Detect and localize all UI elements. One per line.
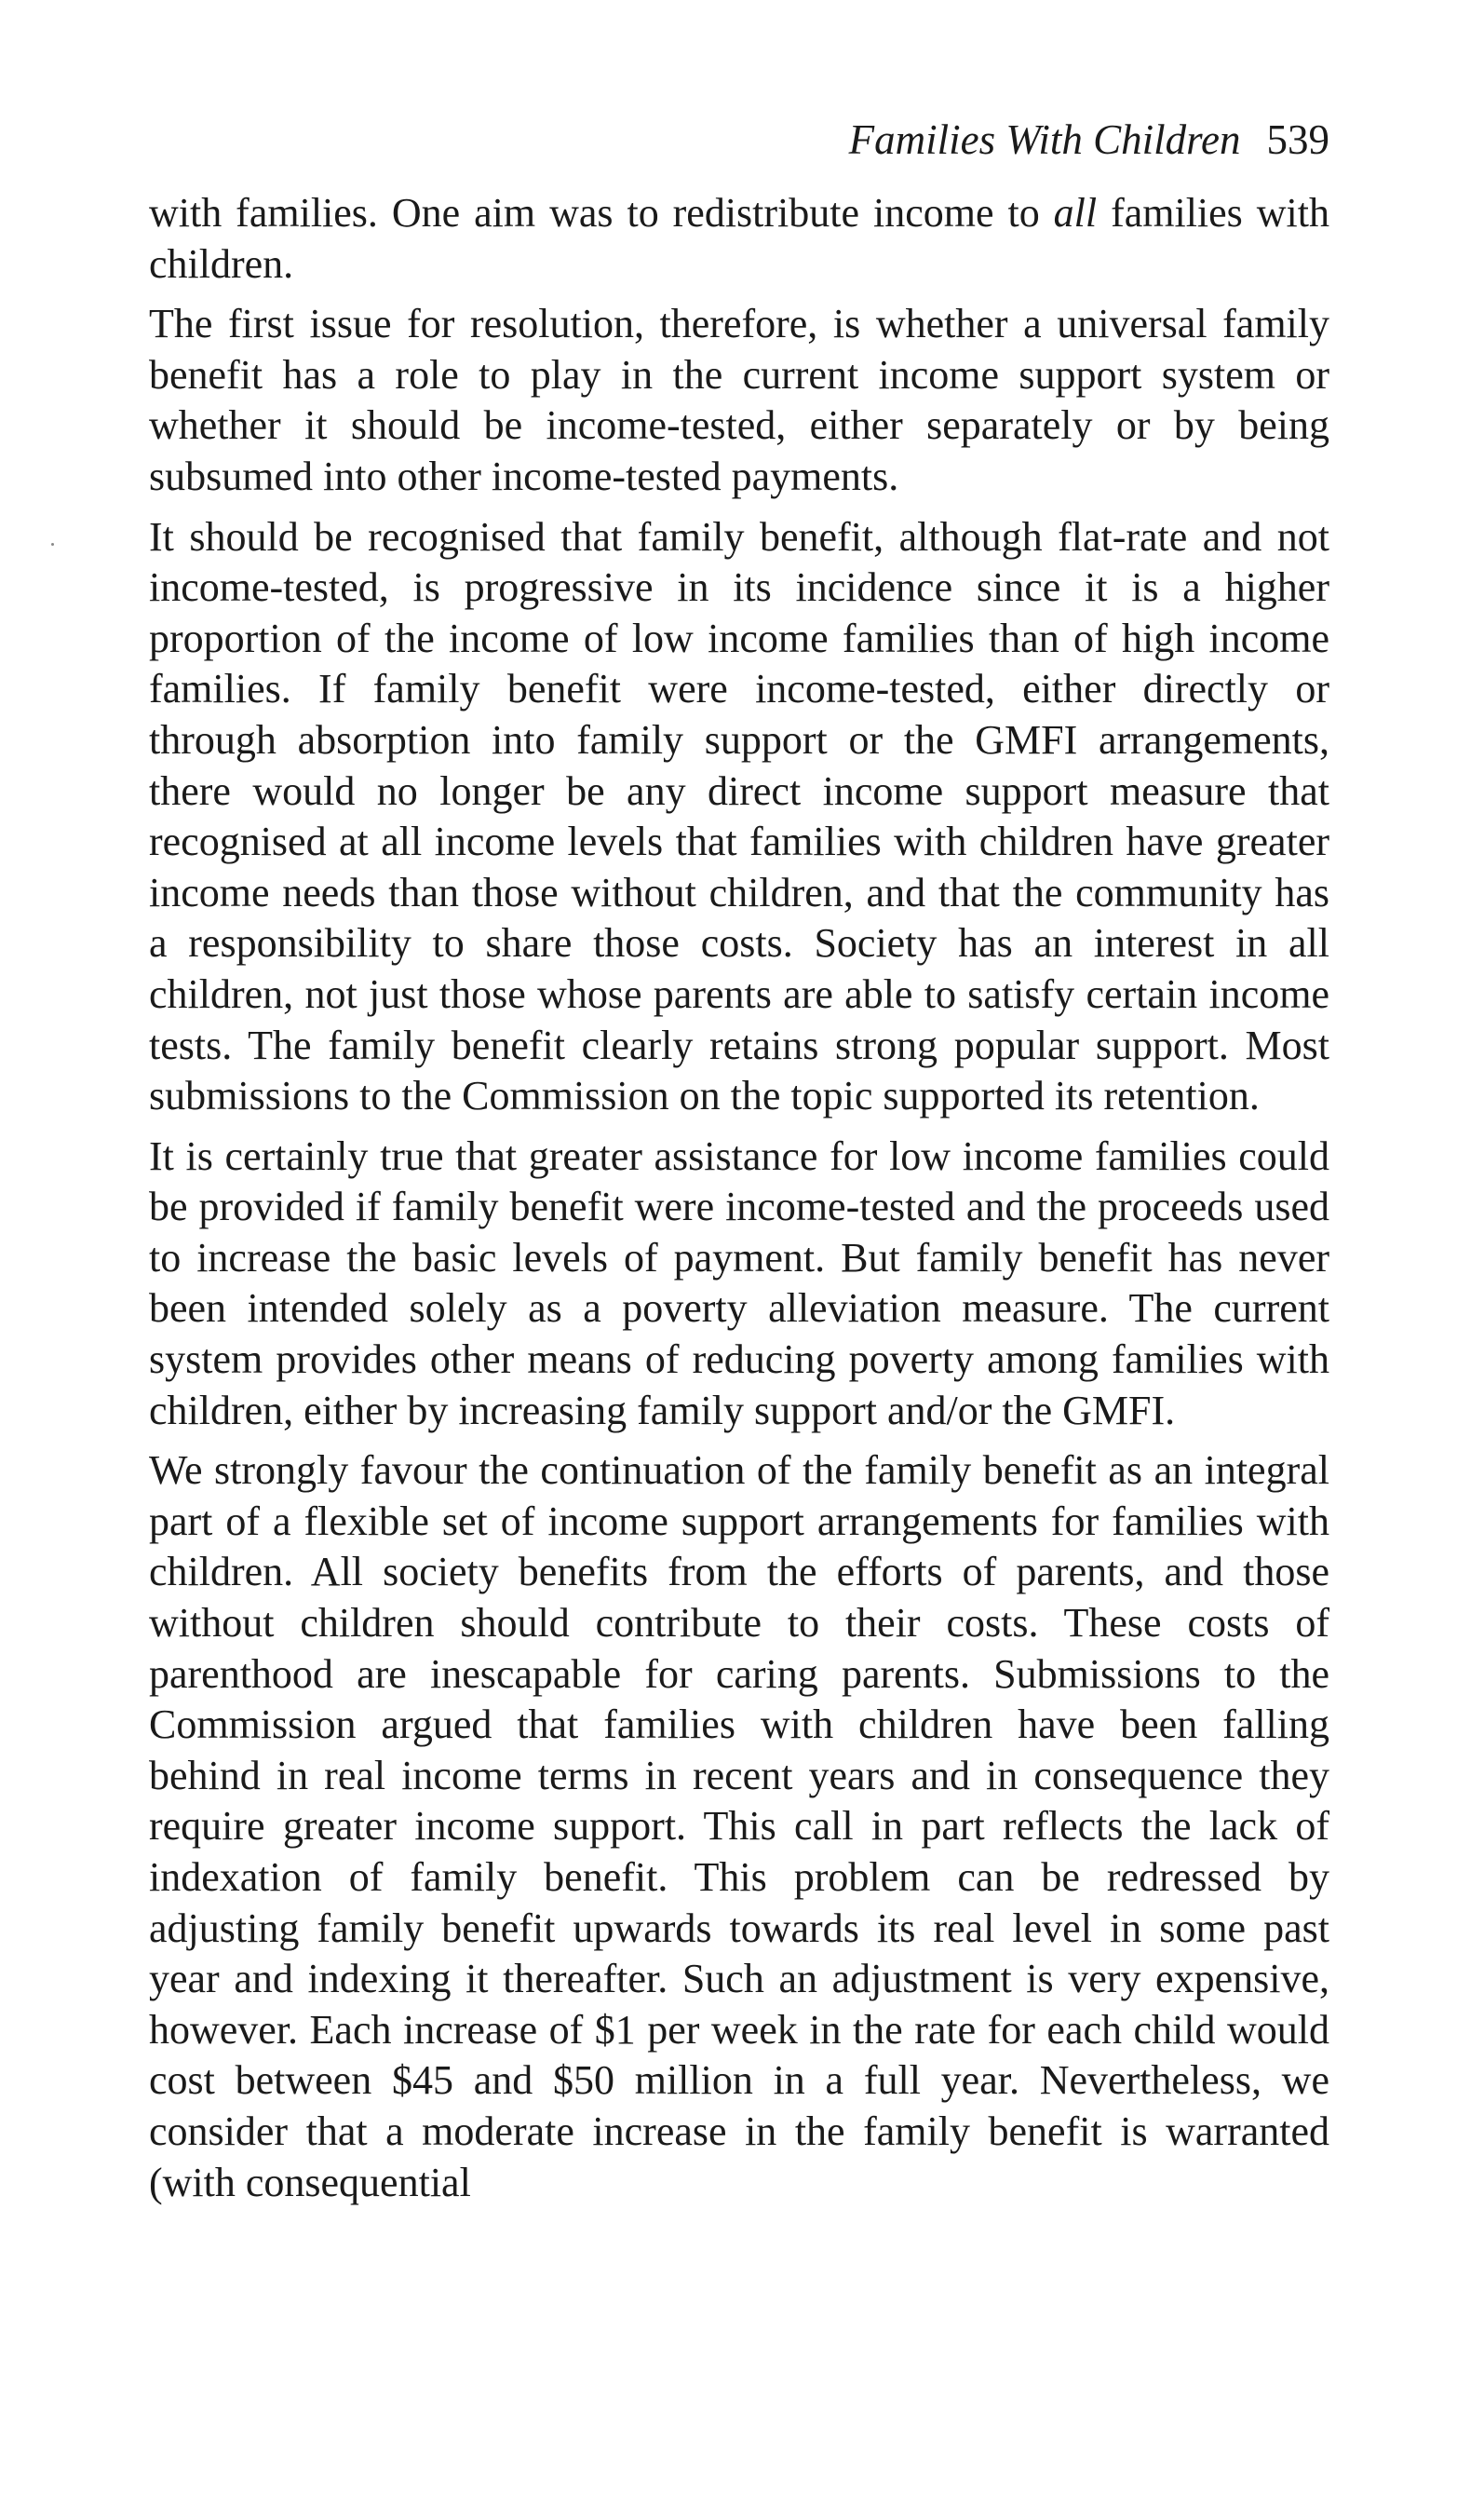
paragraph-1-text-a: with families. One aim was to redistribute income to bbox=[149, 190, 1054, 236]
paragraph-3: It should be recognised that family benefit, although flat-rate and not income-tested, is progressive in its incidence since it is a higher proportion of the income of low income families than of high income families. If family benefit were income-tested, either directly or through absorption into family support or the GMFI arrangements, there would no longer be any direct income support measure that recognised at all income levels that families with children have greater income needs than those without children, and that the community has a responsibility to share those costs. Society has an interest in all children, not just those whose parents are able to satisfy certain income tests. The family benefit clearly retains strong popular support. Most submissions to the Commission on the topic supported its retention. bbox=[149, 513, 1329, 1119]
book-page bbox=[149, 112, 1329, 2208]
paragraph-2: The first issue for resolution, therefore, is whether a universal family benefit has a role to play in the current income support system or whether it should be income-tested, either separately or by being subsumed into other income-tested payments. bbox=[149, 301, 1329, 499]
paragraph-1 bbox=[149, 188, 1329, 290]
running-title: Families With Children bbox=[848, 116, 1241, 163]
paragraph-4: It is certainly true that greater assistance for low income families could be provided if family benefit were income-tested and the proceeds used to increase the basic levels of payment. But family benefit has never been intended solely as a poverty alleviation measure. The current system provides other means of reducing poverty among families with children, either by increasing family support and/or the GMFI. bbox=[149, 1132, 1329, 1433]
emphasis-all: all bbox=[1053, 190, 1098, 236]
paragraph-1-text-b: families with children. bbox=[149, 190, 1329, 287]
running-header bbox=[149, 112, 1329, 168]
margin-mark bbox=[51, 543, 54, 546]
page-number: 539 bbox=[1266, 116, 1329, 163]
paragraph-5: We strongly favour the continuation of the family benefit as an integral part of a flexible set of income support arrangements for families with children. All society benefits from the efforts of parents, and those without children should contribute to their costs. These costs of parenthood are inescapable for caring parents. Submissions to the Commission argued that families with children have been falling behind in real income terms in recent years and in consequence they require greater income support. This call in part reflects the lack of indexation of family benefit. This problem can be redressed by adjusting family benefit upwards towards its real level in some past year and indexing it thereafter. Such an adjustment is very expensive, however. Each increase of $1 per week in the rate for each child would cost between $45 and $50 million in a full year. Nevertheless, we consider that a moderate increase in the family benefit is warranted (with consequential bbox=[149, 1447, 1329, 2205]
body-text bbox=[149, 188, 1329, 2208]
